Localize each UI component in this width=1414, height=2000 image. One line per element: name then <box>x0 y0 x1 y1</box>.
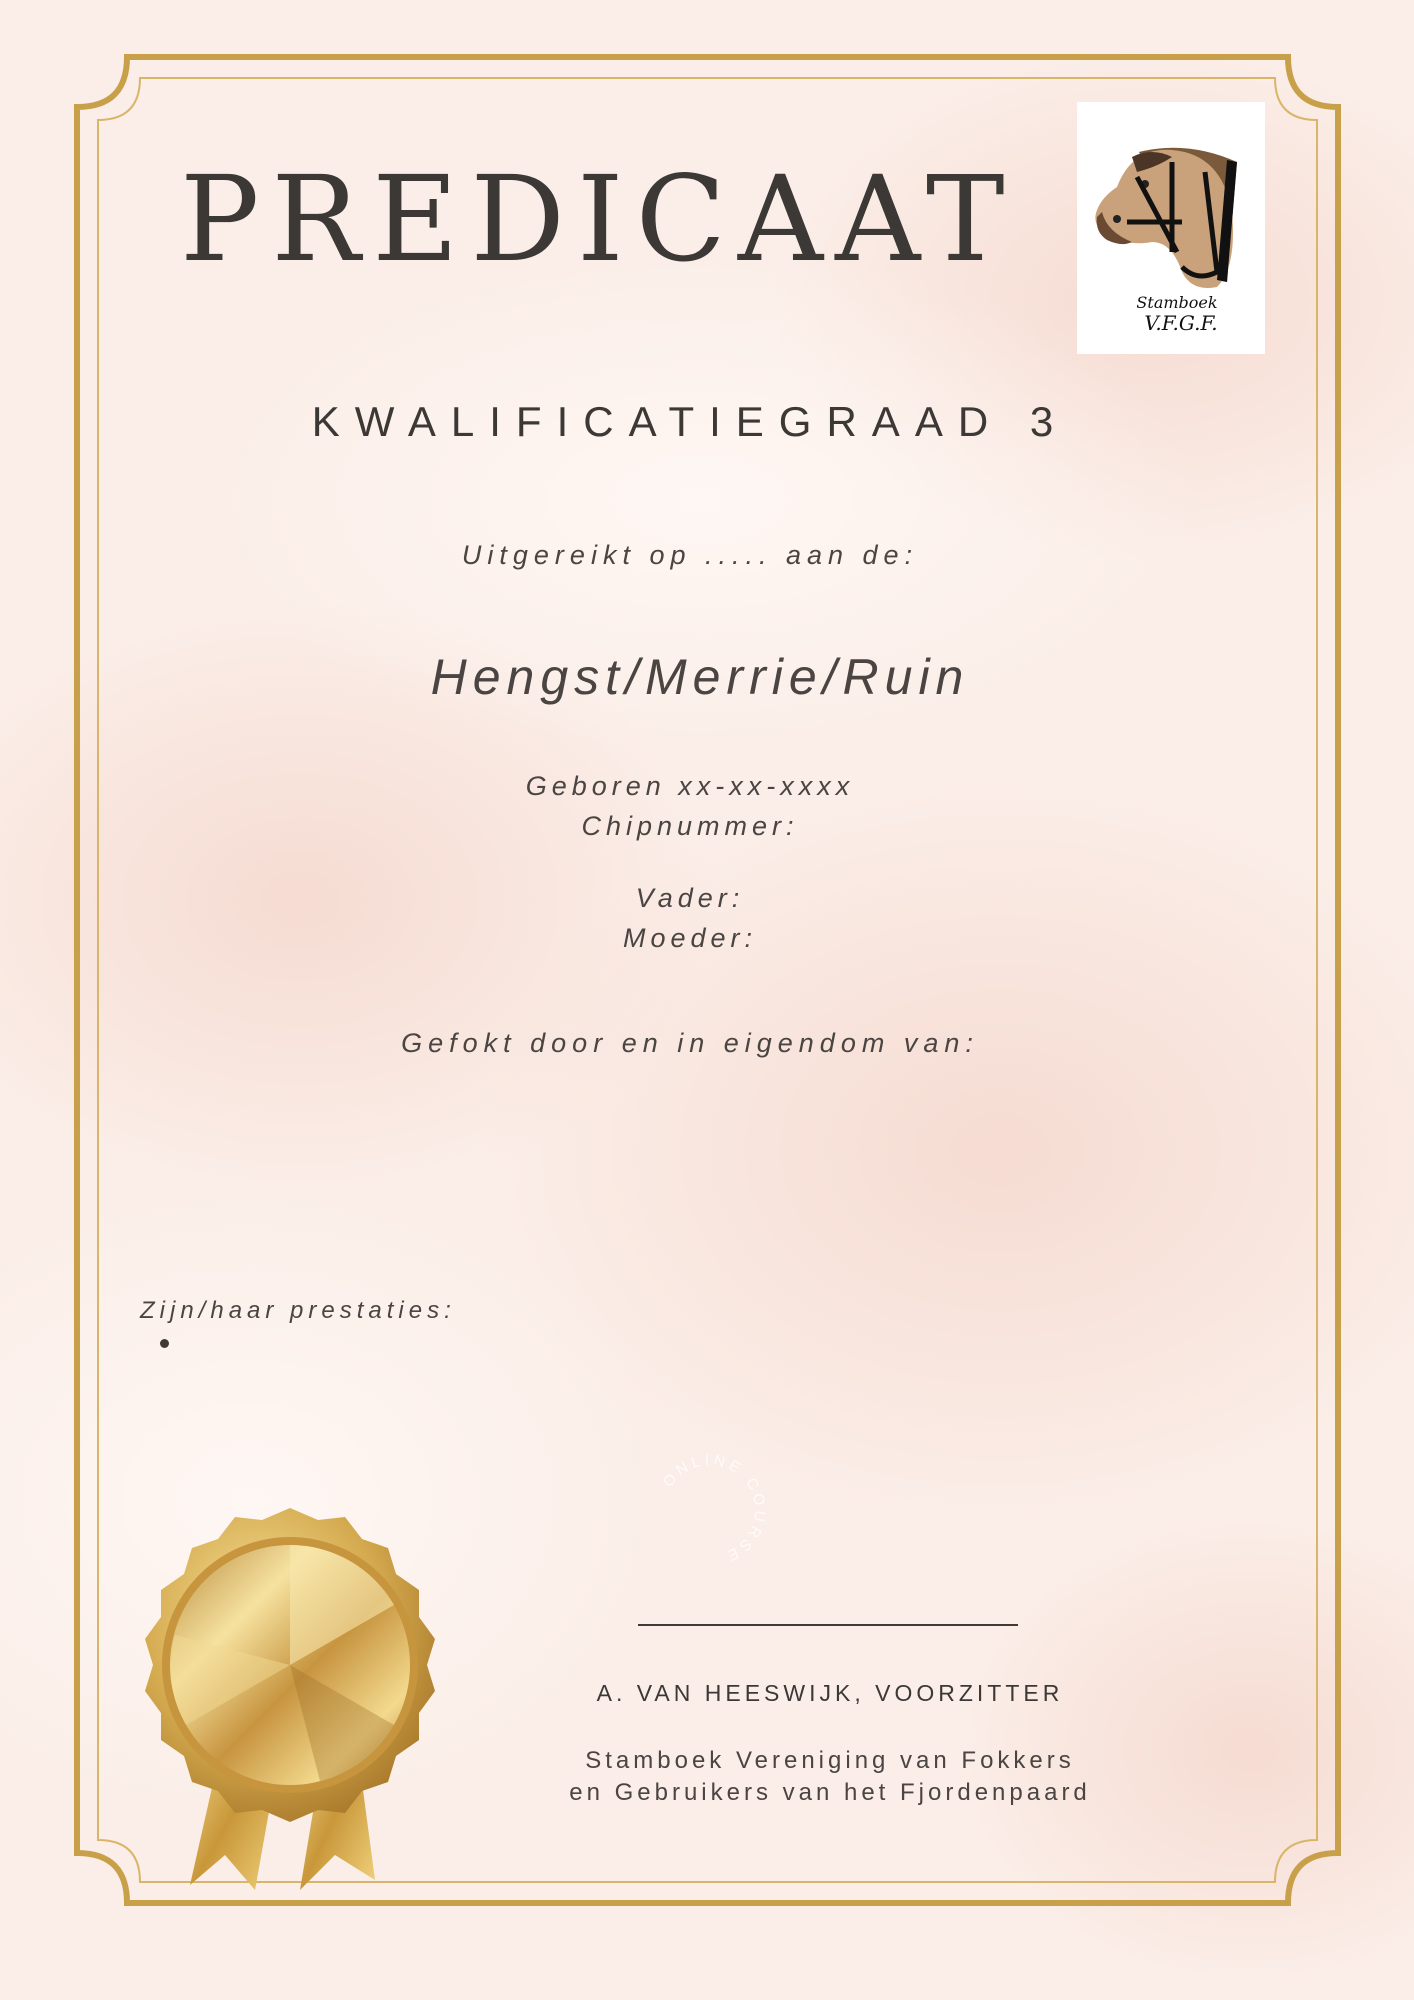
parents-info <box>300 878 1080 958</box>
born-line: Geboren xx-xx-xxxx <box>525 771 855 801</box>
signer-name: A. VAN HEESWIJK, VOORZITTER <box>596 1680 1064 1706</box>
signature-line <box>638 1624 1018 1626</box>
stamboek-logo <box>1077 102 1265 354</box>
mother-line: Moeder: <box>622 923 758 953</box>
watermark-text: ONLINE COURSE <box>659 1451 769 1566</box>
chip-line: Chipnummer: <box>581 811 799 841</box>
logo-text-top: Stamboek <box>1136 293 1218 312</box>
father-line: Vader: <box>635 883 745 913</box>
certificate-title: PREDICAAT <box>180 150 1017 288</box>
issued-line: Uitgereikt op ..... aan de: <box>461 540 919 570</box>
breeder-line: Gefokt door en in eigendom van: <box>401 1028 979 1058</box>
certificate-subtitle: KWALIFICATIEGRAAD 3 <box>311 398 1069 445</box>
performances-label: Zijn/haar prestaties: <box>140 1297 456 1324</box>
org-line-2: en Gebruikers van het Fjordenpaard <box>569 1779 1091 1806</box>
horse-type: Hengst/Merrie/Ruin <box>430 649 970 705</box>
online-course-watermark <box>640 1440 780 1580</box>
birth-info <box>300 766 1080 846</box>
gold-award-seal-icon <box>130 1500 450 1900</box>
svg-text:ONLINE COURSE <box>660 1452 769 1566</box>
organization-name <box>470 1745 1190 1809</box>
logo-text-bottom: V.F.G.F. <box>1144 311 1218 335</box>
fjord-horse-head-icon <box>1077 102 1265 354</box>
org-line-1: Stamboek Vereniging van Fokkers <box>585 1747 1075 1774</box>
performance-bullet <box>160 1339 169 1348</box>
